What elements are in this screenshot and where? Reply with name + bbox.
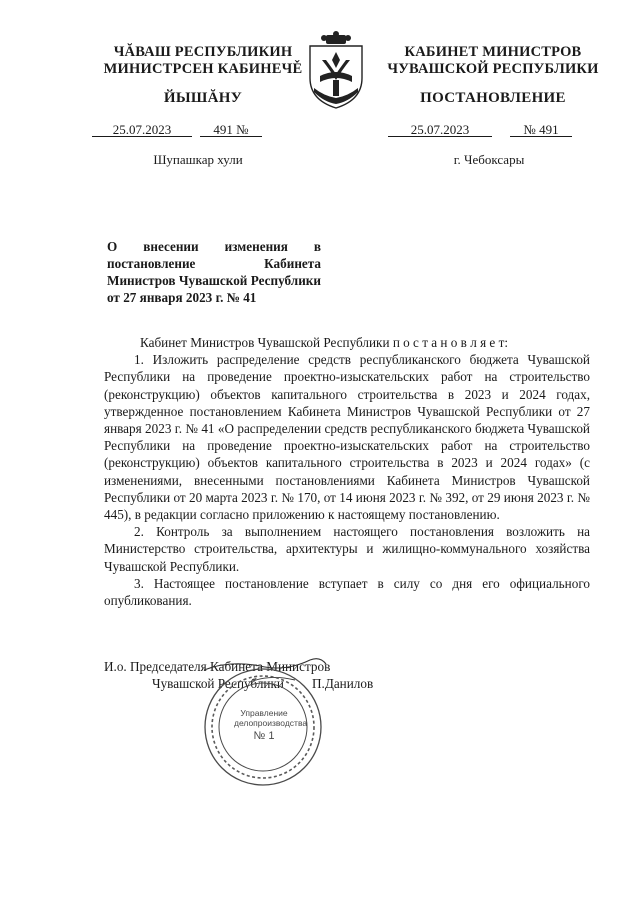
left-doctype: ЙЫШĂНУ (163, 90, 243, 106)
body-intro: Кабинет Министров Чувашской Республики п о с т а н о в л я е т: (140, 335, 509, 350)
signature-position-line1: И.о. Председателя Кабинета Министров (104, 659, 331, 674)
header-left (88, 44, 318, 78)
header-right (382, 44, 604, 78)
stamp-number: № 1 (253, 730, 275, 742)
right-number: № 491 (510, 122, 572, 137)
left-date: 25.07.2023 (92, 122, 192, 137)
header-left-line2: МИНИСТРСЕН КАБИНЕЧĚ (103, 61, 303, 77)
header-right-line2: ЧУВАШСКОЙ РЕСПУБЛИКИ (387, 61, 599, 77)
signature-position-line2: Чувашской Республики (152, 676, 284, 691)
right-city: г. Чебоксары (453, 152, 525, 167)
header-right-line1: КАБИНЕТ МИНИСТРОВ (404, 44, 582, 60)
right-date: 25.07.2023 (388, 122, 492, 137)
document-body (104, 334, 590, 609)
body-paragraph-3: 3. Настоящее постановление вступает в силу со дня его официального опубликования. (104, 575, 590, 609)
left-number: 491 № (200, 122, 262, 137)
stamp-center-text: Управление делопроизводства (234, 708, 308, 728)
signatory-name: П.Данилов (312, 676, 374, 691)
document-subject: О внесении изменения в постановление Кабинета Министров Чувашской Республики от 27 января 2023 г. № 41 (107, 239, 321, 305)
left-city: Шупашкар хули (153, 152, 243, 167)
coat-of-arms-emblem (300, 30, 372, 112)
right-doctype: ПОСТАНОВЛЕНИЕ (420, 90, 566, 106)
coat-of-arms-icon (300, 30, 372, 112)
body-paragraph-2: 2. Контроль за выполнением настоящего постановления возложить на Министерство строительства, архитектуры и жилищно-коммунального хозяйства Чувашской Республики. (104, 524, 590, 574)
header-left-line1: ЧĂВАШ РЕСПУБЛИКИН (113, 44, 293, 60)
body-paragraph-1: 1. Изложить распределение средств республиканского бюджета Чувашской Республики на проведение проектно-изыскательских работ на строительство (реконструкцию) объектов капитального строительства в 2023 и 2024 годах, утвержденное постановлением Кабинета Министров Чувашской Республики от 27 января 2023 г. № 41 «О распределении средств республиканского бюджета Чувашской Республики на проведение проектно-изыскательских работ на строительство (реконструкцию) объектов капитального строительства в 2023 и 2024 годах» (с изменениями, внесенными постановлениями Кабинета Министров Чувашской Республики от 20 марта 2023 г. № 170, от 14 июня 2023 г. № 392, от 29 июня 2023 г. № 445), в редакции согласно приложению к настоящему постановлению. (104, 352, 590, 523)
